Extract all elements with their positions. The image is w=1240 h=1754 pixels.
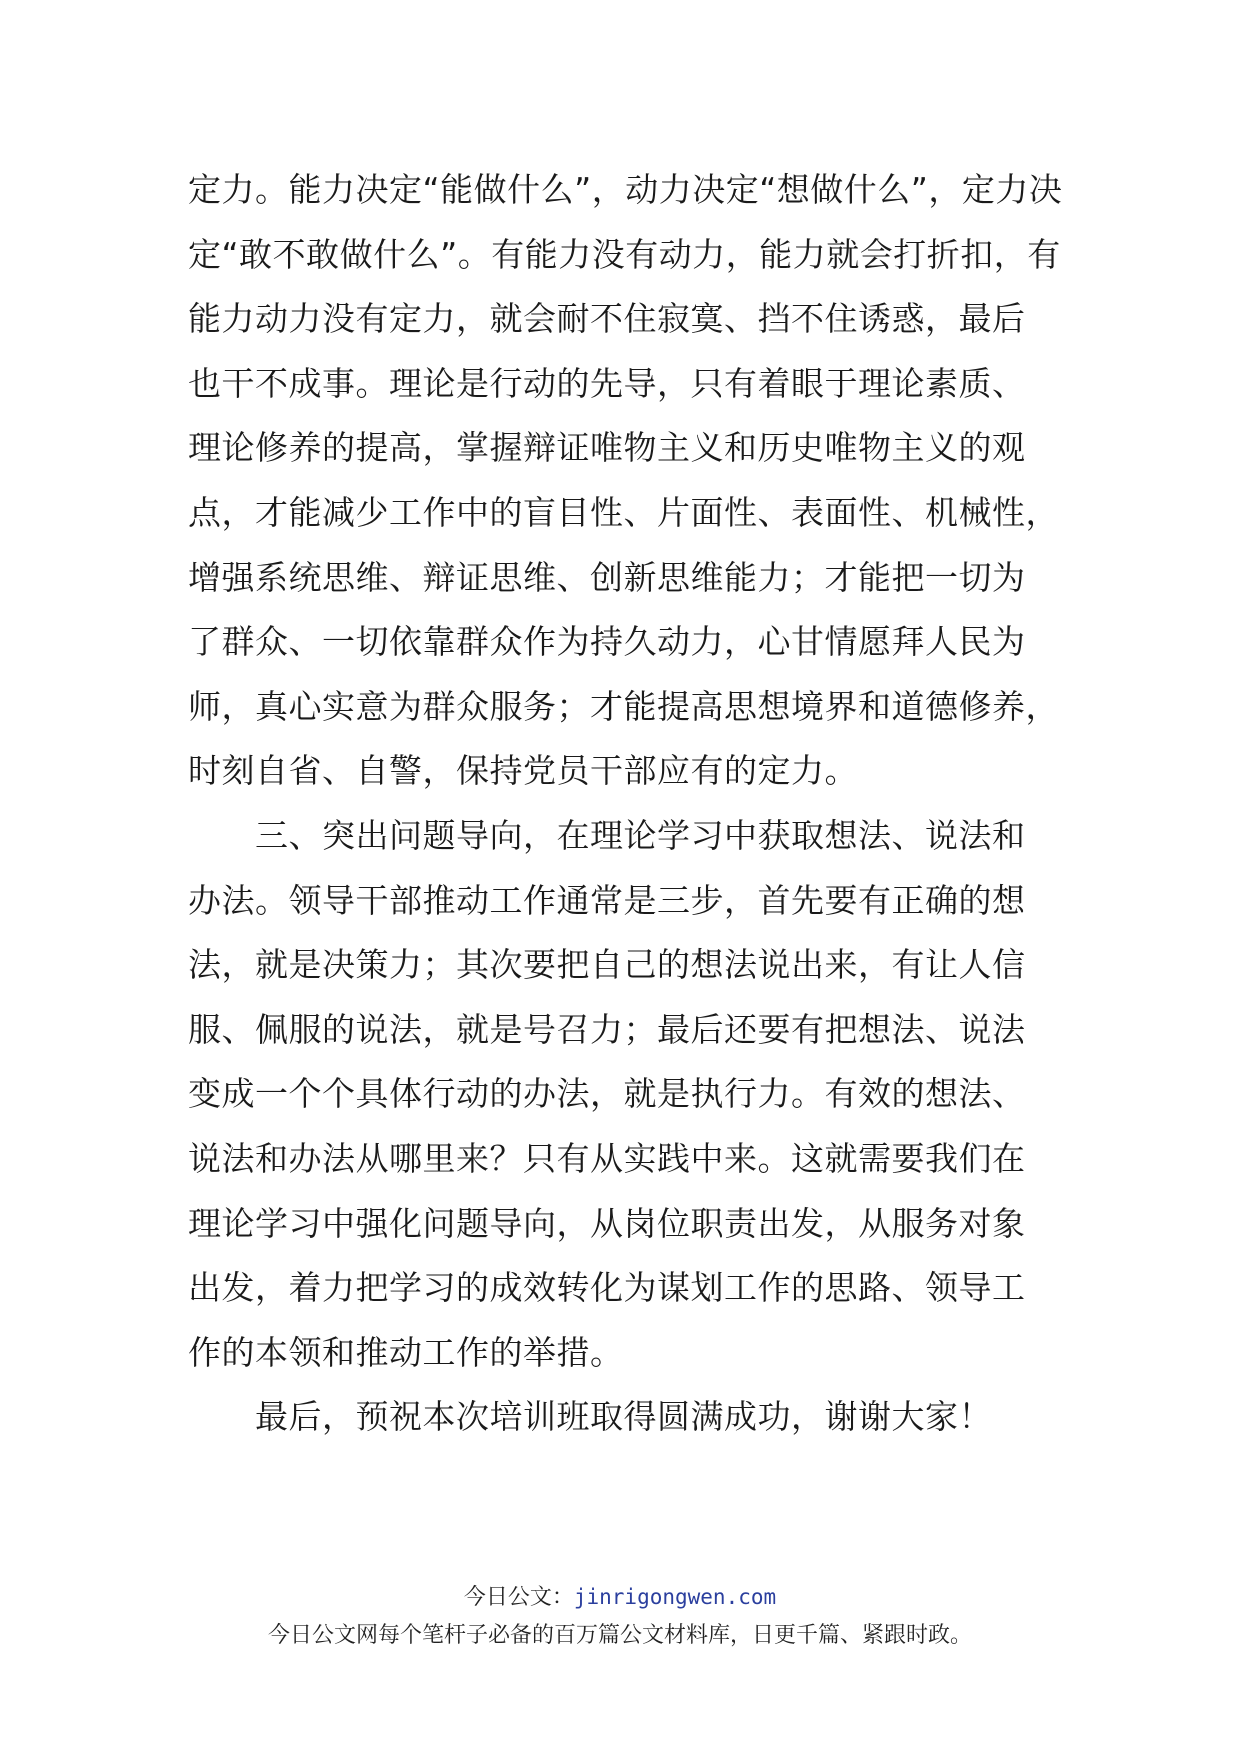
footer-tagline: 今日公文网每个笔杆子必备的百万篇公文材料库，日更千篇、紧跟时政。 (267, 1623, 972, 1648)
paragraph-line: 也干不成事。理论是行动的先导，只有着眼于理论素质、 (188, 363, 1026, 403)
footer-source-link[interactable]: jinrigongwen.com (573, 1585, 777, 1609)
paragraph-line: 理论学习中强化问题导向，从岗位职责出发，从服务对象 (188, 1203, 1026, 1243)
paragraph-line: 师，真心实意为群众服务；才能提高思想境界和道德修养， (188, 686, 1059, 726)
paragraph-line: 办法。领导干部推动工作通常是三步，首先要有正确的想 (188, 880, 1026, 920)
paragraph-line: 了群众、一切依靠群众作为持久动力，心甘情愿拜人民为 (188, 622, 1026, 662)
paragraph-line: 作的本领和推动工作的举措。 (188, 1332, 624, 1372)
paragraph-line: 法，就是决策力；其次要把自己的想法说出来，有让人信 (188, 945, 1026, 985)
paragraph-line: 定力。能力决定“能做什么”，动力决定“想做什么”，定力决 (188, 170, 1063, 209)
paragraph-line: 出发，着力把学习的成效转化为谋划工作的思路、领导工 (188, 1268, 1026, 1308)
section-heading-line: 三、突出问题导向，在理论学习中获取想法、说法和 (188, 815, 1026, 855)
paragraph-line: 定“敢不敢做什么”。有能力没有动力，能力就会打折扣，有 (188, 234, 1061, 274)
closing-line: 最后，预祝本次培训班取得圆满成功，谢谢大家！ (188, 1397, 992, 1437)
footer-source-label: 今日公文： (463, 1585, 574, 1610)
paragraph-line: 服、佩服的说法，就是号召力；最后还要有把想法、说法 (188, 1009, 1026, 1049)
paragraph-line: 增强系统思维、辩证思维、创新思维能力；才能把一切为 (188, 557, 1026, 597)
paragraph-line: 点，才能减少工作中的盲目性、片面性、表面性、机械性， (188, 492, 1059, 532)
paragraph-line: 时刻自省、自警，保持党员干部应有的定力。 (188, 751, 858, 791)
paragraph-line: 理论修养的提高，掌握辩证唯物主义和历史唯物主义的观 (188, 428, 1026, 468)
footer-source (0, 1580, 1240, 1611)
paragraph-line: 说法和办法从哪里来？只有从实践中来。这就需要我们在 (188, 1138, 1026, 1178)
document-body (188, 158, 1063, 1451)
paragraph-line: 能力动力没有定力，就会耐不住寂寞、挡不住诱惑，最后 (188, 299, 1026, 339)
paragraph-line: 变成一个个具体行动的办法，就是执行力。有效的想法、 (188, 1074, 1026, 1114)
